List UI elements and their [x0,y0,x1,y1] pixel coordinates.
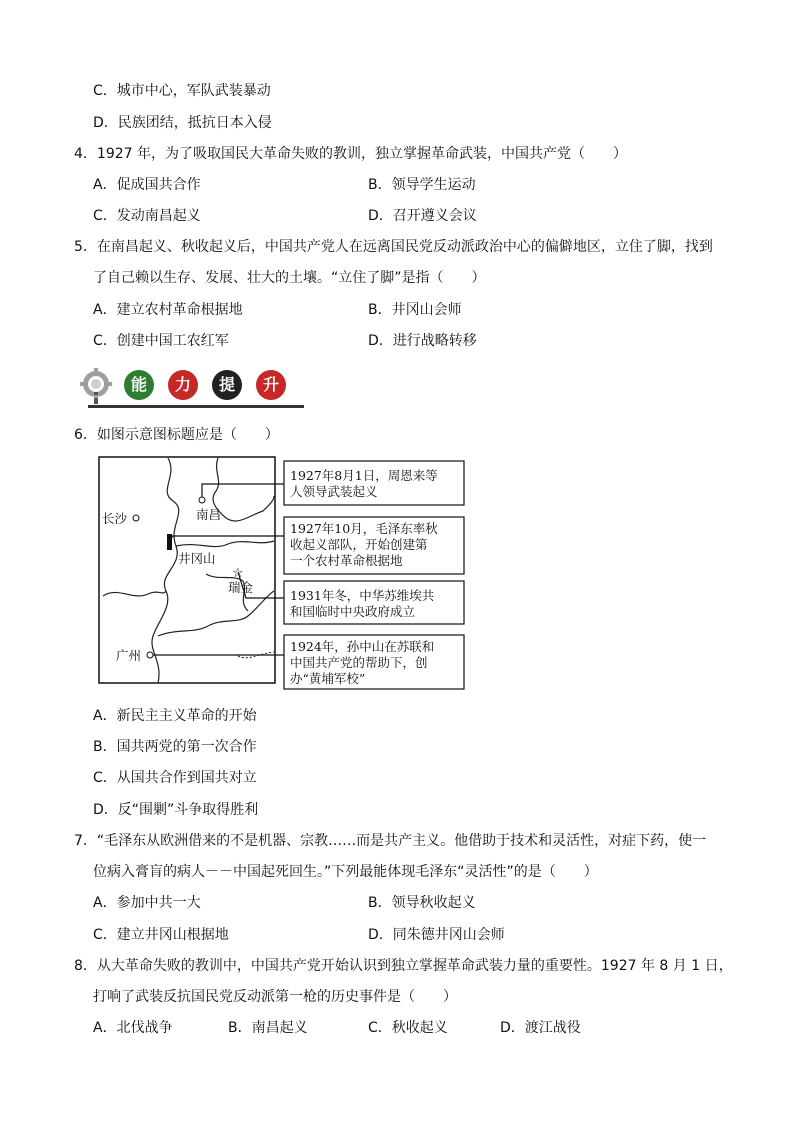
q7-option-c: C．建立井冈山根据地 [93,927,229,943]
revolution-map [98,456,468,692]
note-1-line-1: 1927年8月1日，周恩来等 [290,468,438,483]
question-8-stem-line2: 打响了武装反抗国民党反动派第一枪的历史事件是（ ） [93,989,457,1005]
note-4-line-1: 1924年，孙中山在苏联和 [290,639,435,654]
city-guangzhou: 广州 [116,648,142,663]
note-2-line-3: 一个农村革命根据地 [290,553,403,568]
q8-option-a: A．北伐战争 [93,1020,173,1036]
note-4-line-2: 中国共产党的帮助下，创 [290,655,428,670]
banner-underline [88,405,304,408]
city-dot-changsha [133,515,139,521]
note-2-line-2: 收起义部队，开始创建第 [290,537,428,552]
q8-option-c: C．秋收起义 [368,1020,448,1036]
q4-option-c: C．发动南昌起义 [93,208,201,224]
banner-char-2: 力 [168,370,198,400]
q7-option-b: B．领导秋收起义 [368,895,476,911]
q5-option-b: B．井冈山会师 [368,302,462,318]
q6-option-c: C．从国共合作到国共对立 [93,770,257,786]
jinggangshan-marker [167,534,172,550]
q4-option-b: B．领导学生运动 [368,177,476,193]
q5-option-c: C．创建中国工农红军 [93,333,229,349]
q6-option-a: A．新民主主义革命的开始 [93,708,257,724]
question-7-stem-line1: 7．“毛泽东从欧洲借来的不是机器、宗教……而是共产主义。他借助于技术和灵活性，对症下药，使一 [74,833,707,849]
q5-option-d: D．进行战略转移 [368,333,477,349]
question-6-stem: 6．如图示意图标题应是（ ） [74,427,279,443]
q7-option-a: A．参加中共一大 [93,895,201,911]
q4-option-a: A．促成国共合作 [93,177,201,193]
q8-option-b: B．南昌起义 [228,1020,308,1036]
q6-option-b: B．国共两党的第一次合作 [93,739,257,755]
q5-option-a: A．建立农村革命根据地 [93,302,243,318]
city-nanchang: 南昌 [196,507,222,522]
q7-option-d: D．同朱德井冈山会师 [368,927,505,943]
banner-char-1: 能 [124,370,154,400]
city-dot-nanchang [199,497,205,503]
question-4-stem: 4．1927 年，为了吸取国民大革命失败的教训，独立掌握革命武装，中国共产党（ ） [74,146,627,162]
option-d: D．民族团结，抵抗日本入侵 [93,115,272,131]
city-dot-guangzhou [147,652,153,658]
q4-option-d: D．召开遵义会议 [368,208,477,224]
section-banner [80,366,304,410]
note-3-line-1: 1931年冬，中华苏维埃共 [290,588,435,603]
gear-magnifier-icon [80,366,120,410]
question-8-stem-line1: 8．从大革命失败的教训中，中国共产党开始认识到独立掌握革命武装力量的重要性。1927 年 8 月 1 日， [74,958,733,974]
q6-option-d: D．反“围剿”斗争取得胜利 [93,802,259,818]
question-7-stem-line2: 位病入膏肓的病人－－中国起死回生。”下列最能体现毛泽东“灵活性”的是（ ） [93,864,598,880]
question-5-stem-line1: 5．在南昌起义、秋收起义后，中国共产党人在远离国民党反动派政治中心的偏僻地区，立住了脚，找到 [74,239,713,255]
city-ruijin: 瑞金 [228,580,254,595]
city-jinggangshan: 井冈山 [178,551,216,566]
note-4-line-3: 办“黄埔军校” [290,671,366,686]
question-5-stem-line2: 了自己赖以生存、发展、壮大的土壤。“立住了脚”是指（ ） [93,270,486,286]
banner-char-4: 升 [256,370,286,400]
q8-option-d: D．渡江战役 [500,1020,581,1036]
city-changsha: 长沙 [102,511,128,526]
note-2-line-1: 1927年10月，毛泽东率秋 [290,521,438,536]
note-3-line-2: 和国临时中央政府成立 [290,604,416,619]
ruijin-star-icon: ☆ [232,566,244,581]
note-1-line-2: 人领导武装起义 [290,484,378,499]
option-c: C．城市中心，军队武装暴动 [93,83,271,99]
banner-char-3: 提 [212,370,242,400]
